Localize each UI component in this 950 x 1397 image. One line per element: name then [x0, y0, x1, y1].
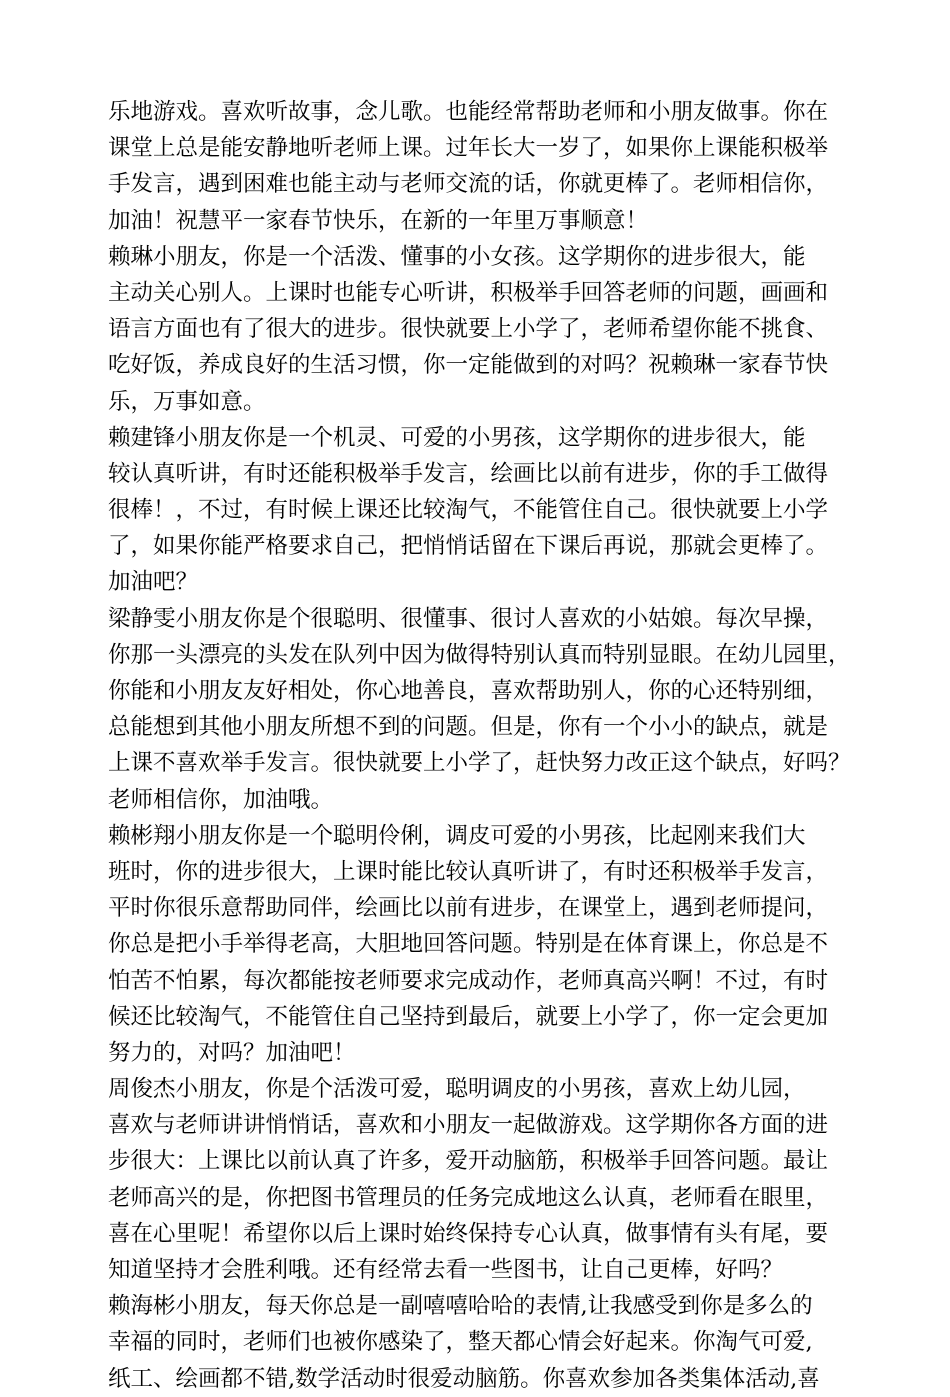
text-line: 总能想到其他小朋友所想不到的问题。但是，你有一个小小的缺点，就是	[108, 714, 829, 741]
text-line: 赖彬翔小朋友你是一个聪明伶俐，调皮可爱的小男孩，比起刚来我们大	[108, 822, 806, 849]
text-line: 怕苦不怕累，每次都能按老师要求完成动作，老师真高兴啊！不过，有时	[108, 967, 829, 994]
text-line: 语言方面也有了很大的进步。很快就要上小学了，老师希望你能不挑食、	[108, 316, 829, 343]
text-line: 了，如果你能严格要求自己，把悄悄话留在下课后再说，那就会更棒了。	[108, 533, 829, 560]
text-line: 赖建锋小朋友你是一个机灵、可爱的小男孩，这学期你的进步很大，能	[108, 424, 806, 451]
text-line: 周俊杰小朋友，你是个活泼可爱，聪明调皮的小男孩，喜欢上幼儿园，	[108, 1076, 806, 1103]
text-line: 赖琳小朋友，你是一个活泼、懂事的小女孩。这学期你的进步很大，能	[108, 243, 806, 270]
text-line: 纸工、绘画都不错,数学活动时很爱动脑筋。你喜欢参加各类集体活动,喜	[108, 1365, 820, 1392]
text-line: 较认真听讲，有时还能积极举手发言，绘画比以前有进步，你的手工做得	[108, 460, 829, 487]
text-line: 手发言，遇到困难也能主动与老师交流的话，你就更棒了。老师相信你，	[108, 171, 829, 198]
document-body	[108, 94, 858, 1397]
text-line: 赖海彬小朋友，每天你总是一副嘻嘻哈哈的表情,让我感受到你是多么的	[108, 1293, 813, 1320]
text-line: 步很大：上课比以前认真了许多，爱开动脑筋，积极举手回答问题。最让	[108, 1148, 829, 1175]
text-line: 幸福的同时，老师们也被你感染了，整天都心情会好起来。你淘气可爱,	[108, 1329, 813, 1356]
text-line: 你能和小朋友友好相处，你心地善良，喜欢帮助别人，你的心还特别细，	[108, 678, 829, 704]
text-line: 乐，万事如意。	[108, 388, 266, 415]
text-line: 平时你很乐意帮助同伴，绘画比以前有进步，在课堂上，遇到老师提问，	[108, 895, 829, 922]
text-line: 乐地游戏。喜欢听故事，念儿歌。也能经常帮助老师和小朋友做事。你在	[108, 99, 829, 125]
text-line: 喜在心里呢！希望你以后上课时始终保持专心认真，做事情有头有尾，要	[108, 1220, 829, 1247]
text-line: 上课不喜欢举手发言。很快就要上小学了，赶快努力改正这个缺点，好吗？	[108, 750, 851, 777]
text-line: 知道坚持才会胜利哦。还有经常去看一些图书，让自己更棒，好吗？	[108, 1257, 784, 1283]
text-line: 梁静雯小朋友你是个很聪明、很懂事、很讨人喜欢的小姑娘。每次早操，	[108, 605, 829, 632]
text-line: 主动关心别人。上课时也能专心听讲，积极举手回答老师的问题，画画和	[108, 279, 829, 306]
text-line: 老师高兴的是，你把图书管理员的任务完成地这么认真，老师看在眼里，	[108, 1184, 829, 1211]
text-line: 努力的，对吗？加油吧！	[108, 1039, 356, 1066]
text-line: 喜欢与老师讲讲悄悄话，喜欢和小朋友一起做游戏。这学期你各方面的进	[108, 1112, 829, 1139]
text-line: 候还比较淘气，不能管住自己坚持到最后，就要上小学了，你一定会更加	[108, 1003, 829, 1030]
text-line: 吃好饭，养成良好的生活习惯，你一定能做到的对吗？祝赖琳一家春节快	[108, 352, 829, 379]
text-line: 课堂上总是能安静地听老师上课。过年长大一岁了，如果你上课能积极举	[108, 135, 829, 162]
text-line: 加油！祝慧平一家春节快乐，在新的一年里万事顺意！	[108, 207, 649, 234]
text-line: 班时，你的进步很大，上课时能比较认真听讲了，有时还积极举手发言，	[108, 858, 829, 885]
text-line: 你总是把小手举得老高，大胆地回答问题。特别是在体育课上，你总是不	[108, 931, 829, 958]
text-line: 你那一头漂亮的头发在队列中因为做得特别认真而特别显眼。在幼儿园里，	[108, 641, 851, 668]
text-line: 老师相信你，加油哦。	[108, 786, 334, 813]
text-line: 加油吧？	[108, 569, 199, 596]
text-line: 很棒！，不过，有时候上课还比较淘气，不能管住自己。很快就要上小学	[108, 497, 829, 524]
